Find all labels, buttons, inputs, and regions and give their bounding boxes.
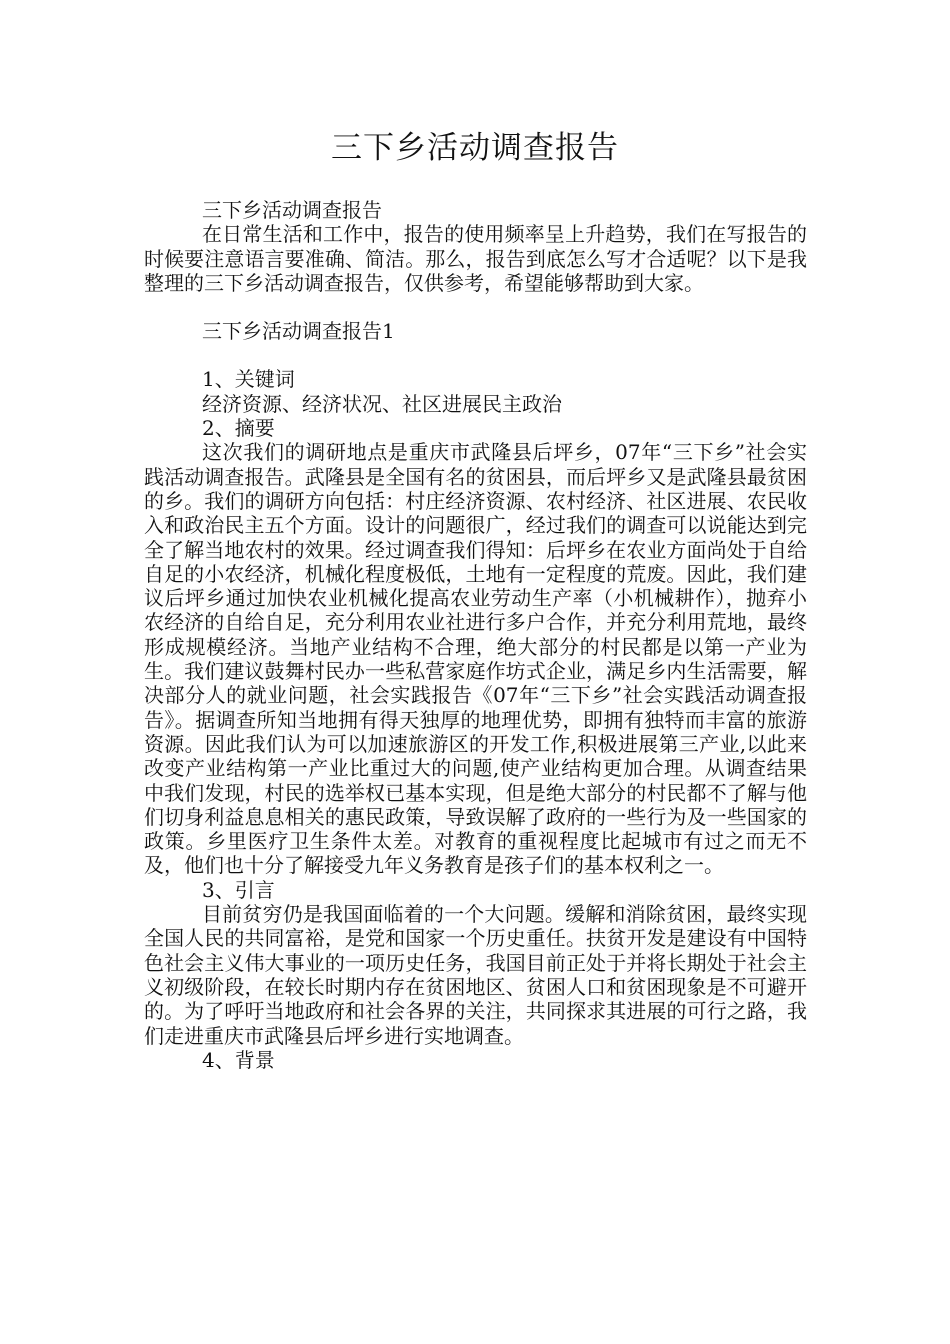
section-heading-background: 4、背景 [202, 1047, 275, 1072]
spacer [144, 343, 807, 367]
keywords-paragraph: 经济资源、经济状况、社区进展民主政治 [202, 391, 562, 416]
report-heading: 三下乡活动调查报告1 [202, 319, 395, 344]
section-heading-keywords: 1、关键词 [202, 367, 295, 392]
spacer [144, 295, 807, 319]
section-heading-abstract: 2、摘要 [202, 416, 275, 441]
abstract-paragraph: 这次我们的调研地点是重庆市武隆县后坪乡，07年“三下乡”社会实践活动调查报告。武隆县是全国有名的贫困县，而后坪乡又是武隆县最贫困的乡。我们的调研方向包括：村庄经济资源、农村经济、社区进展、农民收入和政治民主五个方面。设计的问题很广，经过我们的调查可以说能达到完全了解当地农村的效果。经过调查我们得知：后坪乡在农业方面尚处于自给自足的小农经济，机械化程度极低，土地有一定程度的荒废。因此，我们建议后坪乡通过加快农业机械化提高农业劳动生产率（小机械耕作），抛弃小农经济的自给自足，充分利用农业社进行多户合作，并充分利用荒地，最终形成规模经济。当地产业结构不合理，绝大部分的村民都是以第一产业为生。我们建议鼓舞村民办一些私营家庭作坊式企业，满足乡内生活需要，解决部分人的就业问题，社会实践报告《07年“三下乡”社会实践活动调查报告》。据调查所知当地拥有得天独厚的地理优势，即拥有独特而丰富的旅游资源。因此我们认为可以加速旅游区的开发工作,积极进展第三产业,以此来改变产业结构第一产业比重过大的问题,使产业结构更加合理。从调查结果中我们发现，村民的选举权已基本实现，但是绝大部分的村民都不了解与他们切身利益息息相关的惠民政策，导致误解了政府的一些行为及一些国家的政策。乡里医疗卫生条件太差。对教育的重视程度比起城市有过之而无不及，他们也十分了解接受九年义务教育是孩子们的基本权利之一。 [144, 440, 807, 878]
subtitle: 三下乡活动调查报告 [202, 198, 382, 222]
document-body [144, 198, 807, 1072]
intro-paragraph: 在日常生活和工作中，报告的使用频率呈上升趋势，我们在写报告的时候要注意语言要准确、简洁。那么，报告到底怎么写才合适呢？以下是我整理的三下乡活动调查报告，仅供参考，希望能够帮助到大家。 [144, 222, 807, 295]
introduction-paragraph: 目前贫穷仍是我国面临着的一个大问题。缓解和消除贫困，最终实现全国人民的共同富裕，是党和国家一个历史重任。扶贫开发是建设有中国特色社会主义伟大事业的一项历史任务，我国目前正处于并将长期处于社会主义初级阶段，在较长时期内存在贫困地区、贫困人口和贫困现象是不可避开的。为了呼吁当地政府和社会各界的关注，共同探求其进展的可行之路，我们走进重庆市武隆县后坪乡进行实地调查。 [144, 902, 807, 1048]
document-title: 三下乡活动调查报告 [331, 130, 619, 166]
section-heading-introduction: 3、引言 [202, 877, 275, 902]
